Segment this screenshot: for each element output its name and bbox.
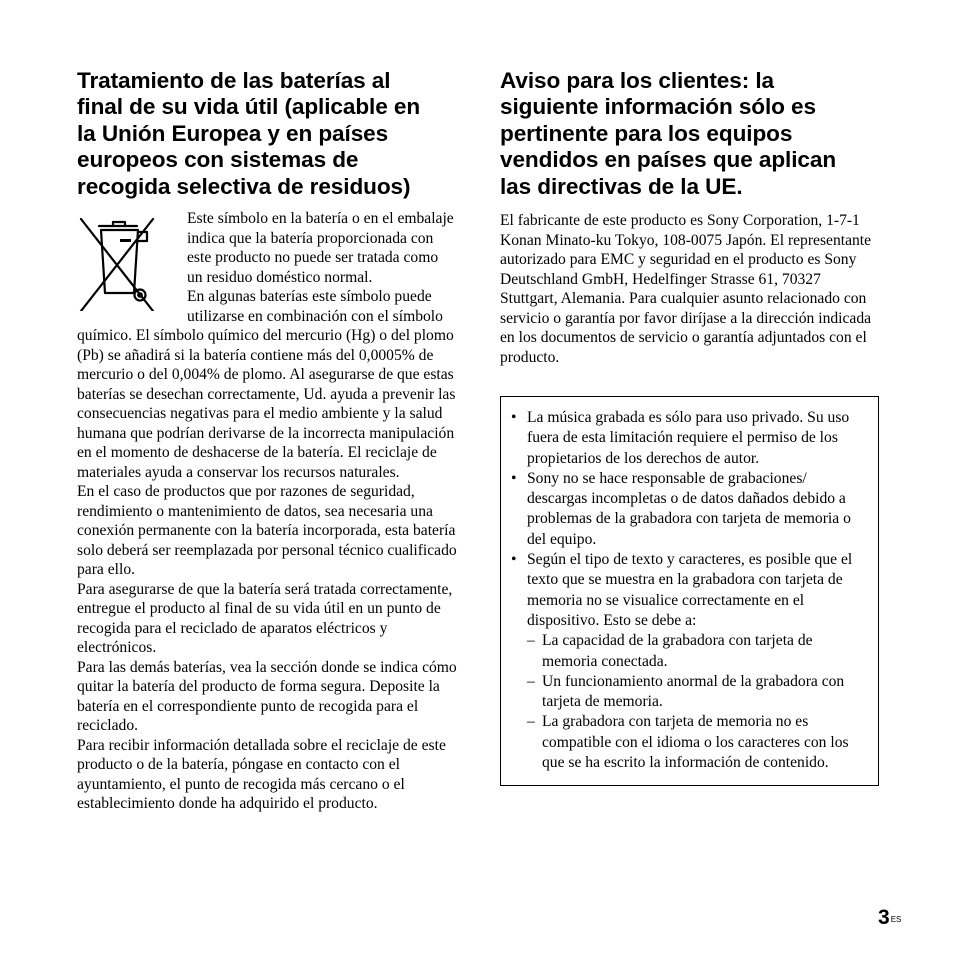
notice-sub-item-compatibility: – La grabadora con tarjeta de memoria no es compatible con el idioma o los caracteres con los que se ha escrito la información de contenido. — [527, 712, 866, 773]
left-column — [77, 68, 457, 814]
notice-sub-item-capacity: – La capacidad de la grabadora con tarjeta de memoria conectada. — [527, 631, 866, 672]
notice-bullet-private-use: • La música grabada es sólo para uso privado. Su uso fuera de esta limitación requiere el permiso de los propietarios de los derechos de autor. — [501, 408, 878, 469]
notice-bullet-characters: • Según el tipo de texto y caracteres, es posible que el texto que se muestra en la grabadora con tarjeta de memoria no se visualice correctamente en el dispositivo. Esto se debe a: – La capacidad de la grabadora con tarjeta de memoria conectada. – Un funcionamiento anormal de la grabadora con tarjeta de memoria. – La grabadora con tarjeta de memoria no es compatible con el idioma o los caracteres con los que se ha escrito la información de contenido. — [501, 550, 878, 773]
manufacturer-paragraph: El fabricante de este producto es Sony Corporation, 1-7-1 Konan Minato-ku Tokyo, 108-0075 Japón. El representante autorizado para EMC y seguridad en el producto es Sony Deutschland GmbH, Hedelfinger Strasse 61, 70327 Stuttgart, Alemania. Para cualquier asunto relacionado con servicio o garantía por favor diríjase a la dirección indicada en los documentos de servicio o garantía adjuntados con el producto. — [500, 212, 872, 366]
battery-paragraph-2: En algunas baterías este símbolo puede utilizarse en combinación con el símbolo químico. El símbolo químico del mercurio (Hg) o del plomo (Pb) se añadirá si la batería contiene más del 0,0005% de mercurio o del 0,004% de plomo. Al asegurarse de que estas baterías se desechan correctamente, Ud. ayuda a prevenir las consecuencias negativas para el medio ambiente y la salud humana que podrían derivarse de la incorrecta manipulación en el momento de deshacerse de la batería. El reciclaje de materiales ayuda a conservar los recursos naturales. — [77, 288, 456, 481]
battery-paragraph-6: Para recibir información detallada sobre el reciclaje de este producto o de la batería, póngase en contacto con el ayuntamiento, el punto de recogida más cercano o el establecimiento donde ha adquirido el producto. — [77, 736, 446, 813]
page-number-value: 3 — [878, 906, 890, 929]
battery-paragraph-1: Este símbolo en la batería o en el embalaje indica que la batería proporcionada con este producto no puede ser tratada como un residuo doméstico normal. — [187, 210, 454, 286]
battery-paragraph-3: En el caso de productos que por razones de seguridad, rendimiento o mantenimiento de datos, sea necesaria una conexión permanente con la batería incorporada, esta batería solo deberá ser reemplazada por personal técnico cualificado para ello. — [77, 483, 457, 579]
notice-sub-item-malfunction: – Un funcionamiento anormal de la grabadora con tarjeta de memoria. — [527, 672, 866, 713]
battery-paragraph-4: Para asegurarse de que la batería será tratada correctamente, entregue el producto al final de su vida útil en un punto de recogida para el reciclado de aparatos eléctricos y electrónicos. — [77, 580, 453, 657]
right-column — [500, 68, 882, 367]
notice-bullet-liability: • Sony no se hace responsable de grabaciones/ descargas incompletas o de datos dañados debido a problemas de la grabadora con tarjeta de memoria o del equipo. — [501, 469, 878, 550]
eu-notice-body — [500, 211, 882, 367]
page-language-code: ES — [890, 915, 902, 924]
battery-paragraph-5: Para las demás baterías, vea la sección donde se indica cómo quitar la batería del producto de forma segura. Deposite la batería en el correspondiente punto de recogida para el reciclado. — [77, 658, 457, 735]
crossed-out-wheelie-bin-icon — [77, 209, 157, 311]
eu-notice-heading: Aviso para los clientes: la siguiente información sólo es pertinente para los equipos vendidos en países que aplican las directivas de la UE. — [500, 68, 837, 199]
notice-sub-list — [527, 631, 866, 773]
notice-list — [501, 408, 878, 773]
usage-notice-box — [500, 396, 879, 786]
battery-section-heading: Tratamiento de las baterías al final de su vida útil (aplicable en la Unión Europea y en países europeos con sistemas de recogida selectiva de residuos) — [77, 68, 421, 199]
page-number — [878, 906, 901, 930]
battery-section-body — [77, 209, 457, 814]
